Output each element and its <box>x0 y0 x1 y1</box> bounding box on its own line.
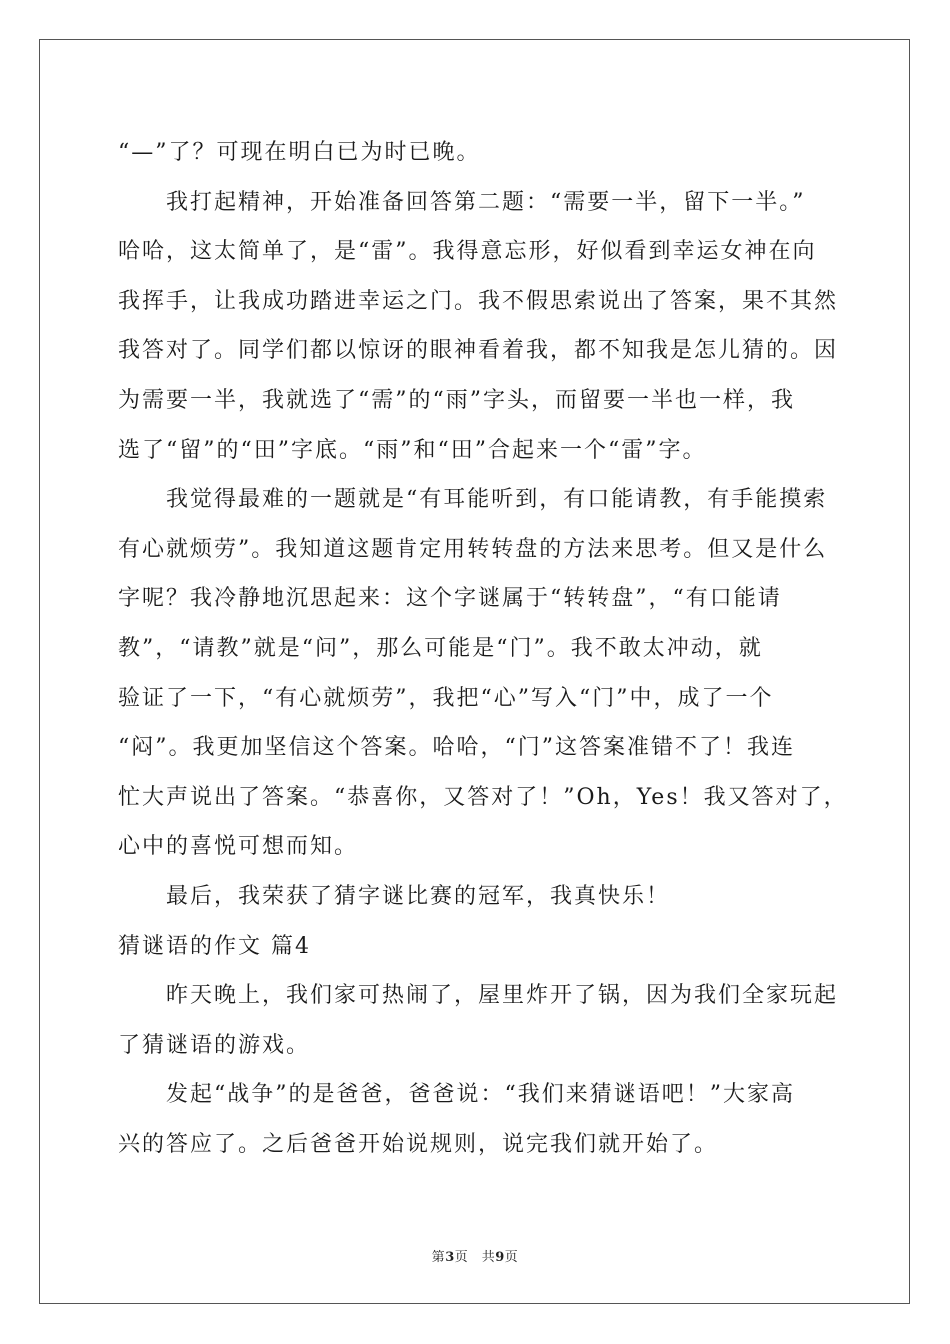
paragraph-start: 我觉得最难的一题就是“有耳能听到，有口能请教，有手能摸索 <box>118 487 828 513</box>
text-line: 了猜谜语的游戏。 <box>118 1032 311 1058</box>
text-line: 心中的喜悦可想而知。 <box>118 834 359 860</box>
page-label-suffix: 页 <box>504 1250 519 1265</box>
text-line: 教”，“请教”就是“问”，那么可能是“门”。我不敢太冲动，就 <box>118 635 763 661</box>
text-line: 验证了一下，“有心就烦劳”，我把“心”写入“门”中，成了一个 <box>118 685 774 711</box>
text-line: 忙大声说出了答案。“恭喜你，又答对了！”Oh，Yes！我又答对了， <box>118 784 848 810</box>
text-line: 为需要一半，我就选了“需”的“雨”字头，而留要一半也一样，我 <box>118 387 795 413</box>
paragraph-start: 昨天晚上，我们家可热闹了，屋里炸开了锅，因为我们全家玩起 <box>118 983 839 1009</box>
paragraph-start: 最后，我荣获了猜字谜比赛的冠军，我真快乐！ <box>118 883 671 909</box>
text-line: 我答对了。同学们都以惊讶的眼神看着我，都不知我是怎儿猜的。因 <box>118 338 839 364</box>
current-page-number: 3 <box>445 1250 455 1265</box>
page-label-prefix: 第 <box>431 1250 446 1265</box>
page-footer <box>0 1246 950 1265</box>
text-line: 兴的答应了。之后爸爸开始说规则，说完我们就开始了。 <box>118 1131 719 1157</box>
text-line: 选了“留”的“田”字底。“雨”和“田”合起来一个“雷”字。 <box>118 437 707 463</box>
document-body <box>118 128 848 1169</box>
total-page-number: 9 <box>495 1250 505 1265</box>
section-heading: 猜谜语的作文 篇4 <box>118 933 311 959</box>
paragraph-start: 发起“战争”的是爸爸，爸爸说：“我们来猜谜语吧！”大家高 <box>118 1082 795 1108</box>
text-line: 有心就烦劳”。我知道这题肯定用转转盘的方法来思考。但又是什么 <box>118 536 828 562</box>
text-line: “—”了？可现在明白已为时已晚。 <box>118 140 481 165</box>
text-line: 哈哈，这太简单了，是“雷”。我得意忘形，好似看到幸运女神在向 <box>118 239 817 265</box>
text-line: 我挥手，让我成功踏进幸运之门。我不假思索说出了答案，果不其然 <box>118 288 839 314</box>
page-label-mid: 页 共 <box>454 1250 496 1265</box>
text-line: “闷”。我更加坚信这个答案。哈哈，“门”这答案准错不了！我连 <box>118 735 795 761</box>
paragraph-start: 我打起精神，开始准备回答第二题：“需要一半，留下一半。” <box>118 189 806 215</box>
text-line: 字呢？我冷静地沉思起来：这个字谜属于“转转盘”，“有口能请 <box>118 586 782 612</box>
